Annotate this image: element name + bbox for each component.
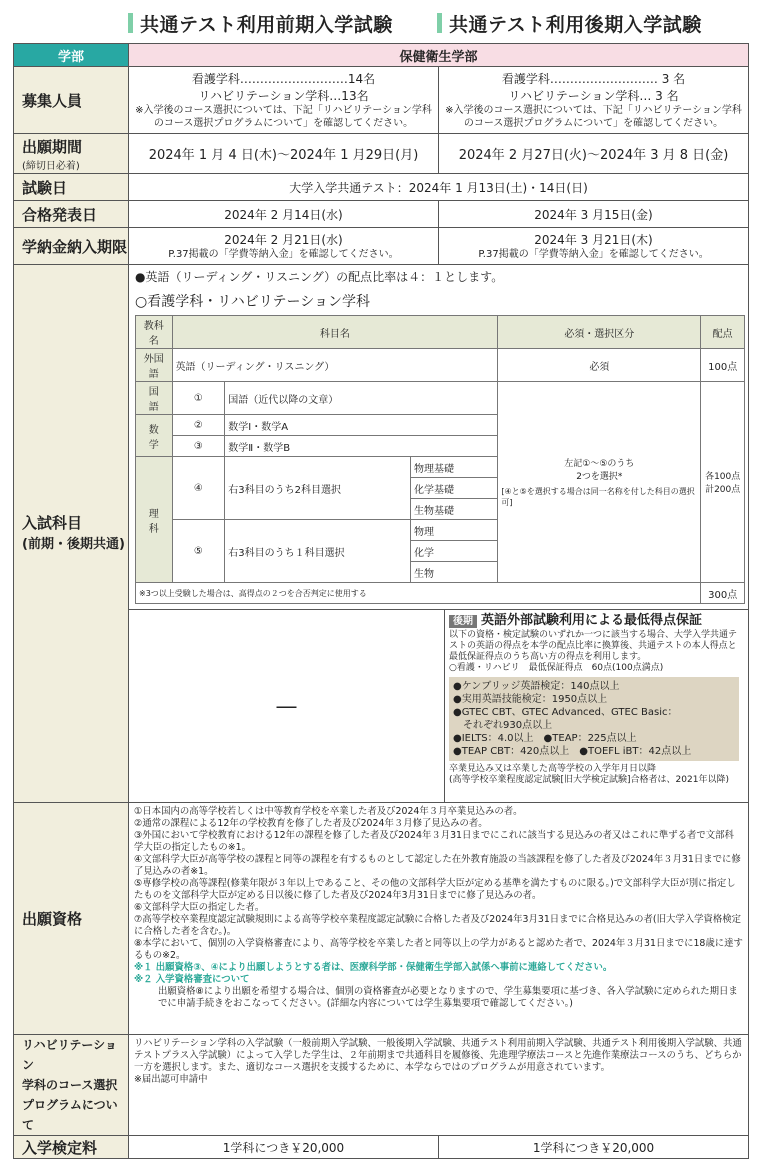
faculty-header: 学部 bbox=[14, 44, 129, 67]
ext-list bbox=[449, 677, 739, 761]
ext-foot2: (高等学校卒業程度認定試験[旧大学検定試験]合格者は、2021年以降) bbox=[449, 775, 729, 785]
fee-right: 1学科につき￥20,000 bbox=[439, 1136, 749, 1159]
basic-chemistry: 化学基礎 bbox=[411, 478, 498, 499]
th-subject-group: 教科名 bbox=[136, 316, 173, 349]
subject-footnote: ※3つ以上受験した場合は、高得点の２つを合否判定に使用する bbox=[136, 583, 701, 604]
biology: 生物 bbox=[411, 562, 498, 583]
rehab-label bbox=[14, 1035, 129, 1136]
chemistry: 化学 bbox=[411, 541, 498, 562]
ext-min: ○看護・リハビリ 最低保証得点 60点(100点満点) bbox=[449, 663, 664, 673]
admission-table bbox=[13, 43, 749, 1159]
heading-right-text: 共通テスト利用後期入学試験 bbox=[449, 13, 702, 36]
num-4: ④ bbox=[172, 457, 225, 520]
cat-foreign: 外国語 bbox=[136, 349, 173, 382]
subject-math2: 数学Ⅱ・数学B bbox=[225, 436, 498, 457]
ext-item: それぞれ930点以上 bbox=[453, 720, 553, 731]
basic-physics: 物理基礎 bbox=[411, 457, 498, 478]
th-subject-name: 科目名 bbox=[172, 316, 498, 349]
payment-left-note: P.37掲載の「学費等納入金」を確認してください。 bbox=[168, 249, 399, 260]
ext-title: 英語外部試験利用による最低得点保証 bbox=[481, 613, 703, 628]
english-required: 必須 bbox=[498, 349, 701, 382]
cat-kokugo: 国 語 bbox=[136, 382, 173, 415]
heading-right bbox=[437, 8, 702, 38]
qual-item: ⑦高等学校卒業程度認定試験規則による高等学校卒業程度認定試験に合格した者及び2024年3月31日までに合格見込みの者(旧大学入学資格検定に合格した者を含む。)。 bbox=[134, 914, 741, 937]
subject-english: 英語（リーディング・リスニング） bbox=[172, 349, 498, 382]
subjects-label bbox=[14, 265, 129, 803]
qual-item: ①日本国内の高等学校若しくは中等教育学校を卒業した者及び2024年３月卒業見込みの者。 bbox=[134, 806, 523, 817]
heading-bar-icon bbox=[437, 13, 442, 33]
exam-day-value: 大学入学共通テスト：2024年 1 月13日(土)・14日(日) bbox=[129, 174, 749, 201]
recruit-left-nursing: 看護学科………………………14名 bbox=[191, 72, 376, 86]
rehab-text: リハビリテーション学科の入学試験（一般前期入学試験、一般後期入学試験、共通テスト利用前期入学試験、共通テスト利用後期入学試験、共通テストプラス入学試験）によって入学した学生は、２年前期まで共通科目を履修後、先進理学療法コースと先進作業療法コースのうち、どちらか一方を選択します。また、適切なコース選択を支援するために、本学ならではのプログラムが用意されています。 bbox=[134, 1038, 742, 1073]
choose-line2: 2つを選択* bbox=[576, 472, 623, 482]
qual-item: ⑥文部科学大臣の指定した者。 bbox=[134, 902, 265, 913]
subjects-cell bbox=[129, 265, 749, 803]
recruit-left-rehab: リハビリテーション学科…13名 bbox=[198, 89, 369, 103]
rehab-label2: 学科のコース選択 bbox=[22, 1078, 118, 1092]
ratio-text: ●英語（リーディング・リスニング）の配点比率は４：１とします。 bbox=[135, 270, 504, 284]
payment-right-date: 2024年 3 月21日(木) bbox=[534, 233, 653, 247]
recruit-left-note: ※入学後のコース選択については、下記「リハビリテーション学科のコース選択プログラムについて」を確認してください。 bbox=[135, 105, 432, 129]
qual-label: 出願資格 bbox=[14, 803, 129, 1035]
recruit-right-nursing: 看護学科……………………… 3 名 bbox=[501, 72, 686, 86]
subjects-label-text: 入試科目 bbox=[22, 513, 83, 532]
ext-heading bbox=[449, 615, 739, 627]
num-2: ② bbox=[172, 415, 225, 436]
num-5: ⑤ bbox=[172, 520, 225, 583]
science-two: 右3科目のうち2科目選択 bbox=[225, 457, 411, 520]
physics: 物理 bbox=[411, 520, 498, 541]
heading-left bbox=[128, 8, 393, 38]
exam-day-label: 試験日 bbox=[14, 174, 129, 201]
payment-left-date: 2024年 2 月21日(水) bbox=[224, 233, 343, 247]
qual-note1: ※１ 出願資格③、④により出願しようとする者は、医療科学部・保健衛生学部入試係へ事前に連絡してください。 bbox=[134, 962, 613, 973]
rehab-label3: プログラムについて bbox=[22, 1098, 118, 1132]
each-100: 各100点 bbox=[705, 472, 741, 482]
th-required: 必須・選択区分 bbox=[498, 316, 701, 349]
ext-item: ●TEAP CBT：420点以上 ●TOEFL iBT：42点以上 bbox=[453, 746, 692, 757]
recruit-right-rehab: リハビリテーション学科… 3 名 bbox=[508, 89, 679, 103]
payment-right bbox=[439, 228, 749, 265]
fee-left: 1学科につき￥20,000 bbox=[129, 1136, 439, 1159]
qual-item: ③外国において学校教育における12年の課程を修了した者及び2024年３月31日までにこれに該当する見込みの者又はこれに準ずる者で文部科学大臣の指定したもの※1。 bbox=[134, 830, 734, 853]
result-right: 2024年 3 月15日(金) bbox=[439, 201, 749, 228]
rehab-note: ※届出認可申請中 bbox=[134, 1074, 208, 1085]
recruit-left bbox=[129, 67, 439, 134]
external-test-box bbox=[449, 615, 739, 786]
selection-points bbox=[701, 382, 745, 583]
qual-item: ②通常の課程による12年の学校教育を修了した者及び2024年３月修了見込みの者。 bbox=[134, 818, 488, 829]
th-points: 配点 bbox=[701, 316, 745, 349]
dash: ― bbox=[129, 610, 445, 802]
period-label-sub: (締切日必着) bbox=[22, 160, 80, 172]
payment-left bbox=[129, 228, 439, 265]
rehab-content bbox=[129, 1035, 749, 1136]
qual-note3: 出願資格⑧により出願を希望する場合は、個別の資格審査が必要となりますので、学生募集要項に基づき、各入学試験に定められた期日までに申請手続きをおこなってください。(詳細な内容については学生募集要項で確認してください。) bbox=[158, 986, 738, 1009]
recruit-right-note: ※入学後のコース選択については、下記「リハビリテーション学科のコース選択プログラムについて」を確認してください。 bbox=[445, 105, 742, 129]
ext-item: ●ケンブリッジ英語検定：140点以上 bbox=[453, 681, 620, 692]
fee-label: 入学検定料 bbox=[14, 1136, 129, 1159]
num-1: ① bbox=[172, 382, 225, 415]
qual-item: ⑧本学において、個別の入学資格審査により、高等学校を卒業した者と同等以上の学力があると認めた者で、2024年３月31日までに18歳に達するもの※2。 bbox=[134, 938, 743, 961]
ext-item: ●実用英語技能検定：1950点以上 bbox=[453, 694, 608, 705]
period-label-text: 出願期間 bbox=[22, 137, 83, 156]
num-3: ③ bbox=[172, 436, 225, 457]
rehab-label1: リハビリテーション bbox=[22, 1038, 117, 1072]
ext-foot1: 卒業見込み又は卒業した高等学校の入学年月日以降 bbox=[449, 764, 657, 774]
choose-line1: 左記①～⑤のうち bbox=[564, 459, 635, 469]
subject-math1: 数学Ⅰ・数学A bbox=[225, 415, 498, 436]
cat-math: 数 学 bbox=[136, 415, 173, 457]
qual-item: ⑤専修学校の高等課程(修業年限が３年以上であること、その他の文部科学大臣が定める基準を満たすものに限る。)で文部科学大臣が別に指定したものを文部科学大臣が定める日以後に修了した者及び2024年3月31日までに修了見込みの者。 bbox=[134, 878, 736, 901]
qual-item: ④文部科学大臣が高等学校の課程と同等の課程を有するものとして認定した在外教育施設の当該課程を修了した者及び2024年３月31日までに修了見込みの者※1。 bbox=[134, 854, 741, 877]
qual-content bbox=[129, 803, 749, 1035]
period-label bbox=[14, 134, 129, 174]
total-points: 300点 bbox=[701, 583, 745, 604]
period-right: 2024年 2 月27日(火)～2024年 3 月 8 日(金) bbox=[439, 134, 749, 174]
selection-rule bbox=[498, 382, 701, 583]
dept-title: ○看護学科・リハビリテーション学科 bbox=[135, 294, 370, 310]
ext-item: ●GTEC CBT、GTEC Advanced、GTEC Basic： bbox=[453, 707, 678, 718]
subjects-label-sub: (前期・後期共通) bbox=[22, 536, 125, 552]
total-200: 計200点 bbox=[705, 485, 741, 495]
basic-biology: 生物基礎 bbox=[411, 499, 498, 520]
heading-left-text: 共通テスト利用前期入学試験 bbox=[140, 13, 393, 36]
result-left: 2024年 2 月14日(水) bbox=[129, 201, 439, 228]
ext-badge: 後期 bbox=[449, 615, 477, 628]
subject-table bbox=[135, 315, 745, 604]
payment-label: 学納金納入期限 bbox=[14, 228, 129, 265]
heading-bar-icon bbox=[128, 13, 133, 33]
faculty-name: 保健衛生学部 bbox=[129, 44, 749, 67]
qual-note2: ※２ 入学資格審査について bbox=[134, 974, 250, 985]
recruit-label: 募集人員 bbox=[14, 67, 129, 134]
subject-kokugo: 国語（近代以降の文章） bbox=[225, 382, 498, 415]
science-one: 右3科目のうち１科目選択 bbox=[225, 520, 411, 583]
choose-note: [④と⑤を選択する場合は同一名称を付した科目の選択可] bbox=[501, 487, 695, 507]
ext-desc: 以下の資格・検定試験のいずれか一つに該当する場合、大学入学共通テストの英語の得点を本学の配点比率に換算後、共通テストの本人得点と最低保証得点のうち高い方の得点を利用します。 bbox=[449, 630, 738, 662]
payment-right-note: P.37掲載の「学費等納入金」を確認してください。 bbox=[478, 249, 709, 260]
result-label: 合格発表日 bbox=[14, 201, 129, 228]
recruit-right bbox=[439, 67, 749, 134]
ext-item: ●IELTS：4.0以上 ●TEAP：225点以上 bbox=[453, 733, 637, 744]
english-points: 100点 bbox=[701, 349, 745, 382]
period-left: 2024年 1 月 4 日(木)～2024年 1 月29日(月) bbox=[129, 134, 439, 174]
cat-science: 理 科 bbox=[136, 457, 173, 583]
